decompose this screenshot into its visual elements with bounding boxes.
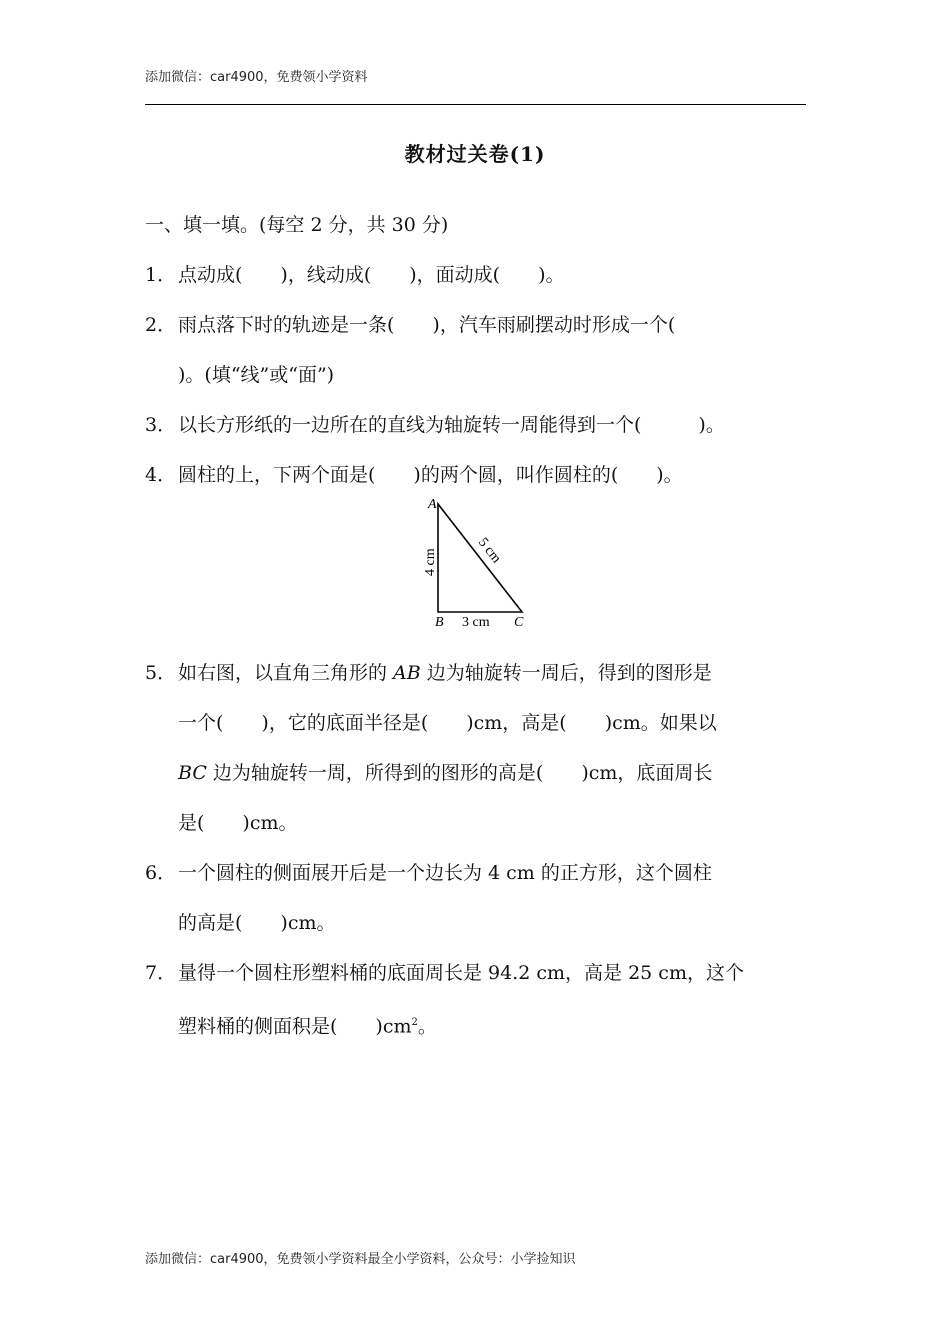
question-text-b: 。 [417,1015,437,1038]
question-4 [145,462,806,488]
triangle-shape [438,504,522,612]
question-5-cont-2 [178,760,806,786]
question-text: 一个圆柱的侧面展开后是一个边长为 4 cm 的正方形，这个圆柱 [178,862,712,884]
question-number: 2． [145,314,177,336]
question-3 [145,412,806,438]
question-6-cont: 的高是( )cm。 [178,912,336,934]
vertex-c-label: C [514,615,524,630]
header-rule [145,104,806,105]
side-bc-label: 3 cm [462,615,490,630]
page-footer-note: 添加微信：car4900，免费领小学资料最全小学资料，公众号：小学捡知识 [145,1252,576,1267]
page-title: 教材过关卷(1) [404,142,546,166]
question-number: 5． [145,662,177,684]
vertex-b-label: B [435,615,444,630]
question-number: 4． [145,464,177,486]
question-text-a: 如右图，以直角三角形的 [178,662,394,684]
right-triangle-diagram [420,490,540,630]
section-heading: 一、填一填。(每空 2 分，共 30 分) [145,214,449,236]
segment-ab: AB [393,662,421,684]
question-number: 6． [145,862,177,884]
question-text: 点动成( )，线动成( )，面动成( )。 [178,264,565,286]
question-text: 边为轴旋转一周，所得到的图形的高是( )cm，底面周长 [206,762,713,784]
question-text-a: 塑料桶的侧面积是( )cm [178,1015,412,1038]
side-ac-label: 5 cm [474,535,504,567]
question-number: 7． [145,962,177,984]
squared-superscript: 2 [411,1017,418,1028]
question-2 [145,312,806,338]
vertex-a-label: A [428,497,437,512]
page-header-note: 添加微信：car4900，免费领小学资料 [145,70,368,85]
question-text-b: 边为轴旋转一周后，得到的图形是 [420,662,712,684]
question-2-cont: )。(填“线”或“面”) [178,364,335,386]
question-text: 圆柱的上，下两个面是( )的两个圆，叫作圆柱的( )。 [178,464,683,486]
question-text: 以长方形纸的一边所在的直线为轴旋转一周能得到一个( )。 [178,414,725,436]
question-5 [145,660,806,686]
question-text: 量得一个圆柱形塑料桶的底面周长是 94.2 cm，高是 25 cm，这个 [178,962,744,984]
segment-bc: BC [178,762,207,784]
question-1 [145,262,806,288]
question-text: 雨点落下时的轨迹是一条( )，汽车雨刷摆动时形成一个( [178,314,676,336]
question-number: 3． [145,414,177,436]
question-6 [145,860,806,886]
question-number: 1． [145,264,177,286]
side-ab-label: 4 cm [423,548,438,576]
question-7 [145,960,806,986]
question-5-cont-1: 一个( )，它的底面半径是( )cm，高是( )cm。如果以 [178,712,717,734]
question-5-cont-3: 是( )cm。 [178,812,298,834]
question-7-cont [178,1010,806,1039]
